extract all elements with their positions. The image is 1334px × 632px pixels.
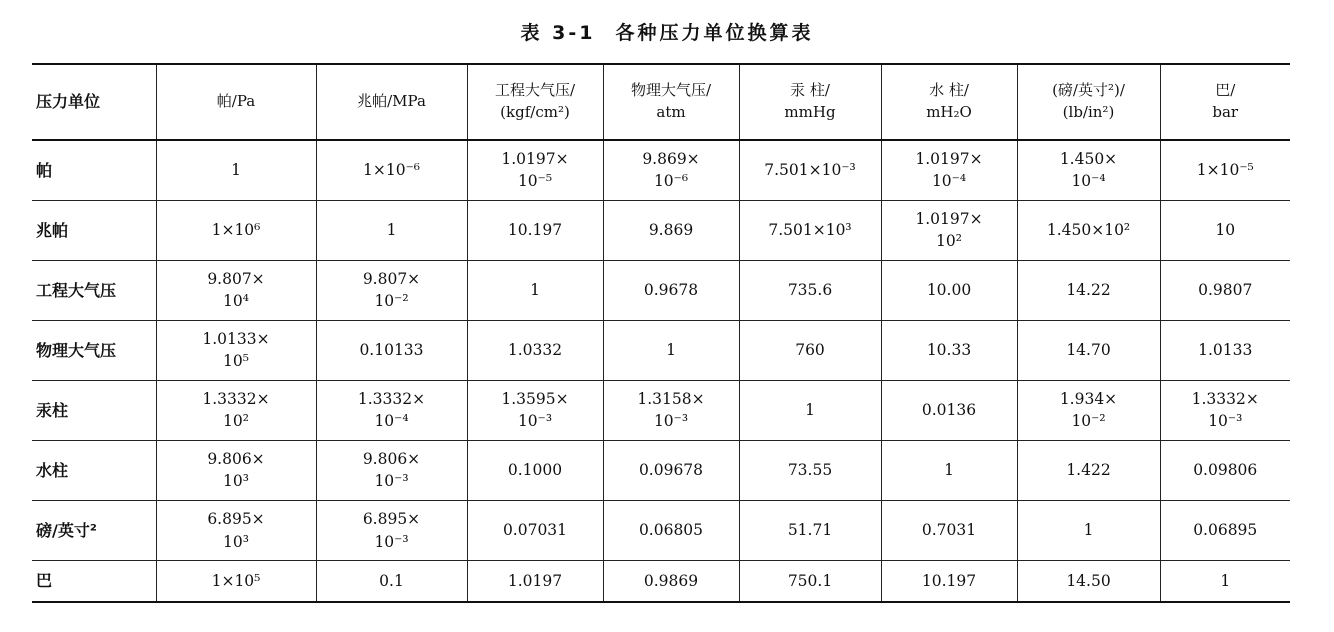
table-title [0, 18, 1334, 45]
table-cell: 1.3158× 10⁻³ [603, 380, 739, 440]
header-cell: 工程大气压/ (kgf/cm²) [467, 64, 603, 140]
row-unit-label: 水柱 [32, 440, 156, 500]
header-cell: 物理大气压/ atm [603, 64, 739, 140]
table-cell: 1.0133× 10⁵ [156, 320, 316, 380]
table-cell: 0.10133 [316, 320, 467, 380]
table-cell: 1 [881, 440, 1017, 500]
header-cell: 压力单位 [32, 64, 156, 140]
header-cell: 帕/Pa [156, 64, 316, 140]
table-cell: 0.06895 [1160, 500, 1290, 560]
table-cell: 7.501×10⁻³ [739, 140, 881, 200]
table-cell: 10.00 [881, 260, 1017, 320]
table-cell: 6.895× 10³ [156, 500, 316, 560]
row-unit-label: 巴 [32, 561, 156, 602]
table-cell: 1.3595× 10⁻³ [467, 380, 603, 440]
table-cell: 1.450×10² [1017, 200, 1160, 260]
table-cell: 1×10⁶ [156, 200, 316, 260]
table-cell: 1.0197 [467, 561, 603, 602]
table-cell: 10.197 [467, 200, 603, 260]
pressure-conversion-table [32, 63, 1290, 603]
table-cell: 10.33 [881, 320, 1017, 380]
table-cell: 1 [603, 320, 739, 380]
table-cell: 10 [1160, 200, 1290, 260]
table-cell: 0.7031 [881, 500, 1017, 560]
table-cell: 0.9807 [1160, 260, 1290, 320]
table-cell: 1.934× 10⁻² [1017, 380, 1160, 440]
table-cell: 1.422 [1017, 440, 1160, 500]
table-cell: 1.450× 10⁻⁴ [1017, 140, 1160, 200]
table-row [32, 440, 1290, 500]
table-cell: 1.3332× 10⁻³ [1160, 380, 1290, 440]
row-unit-label: 汞柱 [32, 380, 156, 440]
table-cell: 9.869 [603, 200, 739, 260]
table-cell: 7.501×10³ [739, 200, 881, 260]
header-cell: 水 柱/ mH₂O [881, 64, 1017, 140]
table-cell: 1 [316, 200, 467, 260]
table-cell: 14.70 [1017, 320, 1160, 380]
row-unit-label: 兆帕 [32, 200, 156, 260]
table-cell: 1 [739, 380, 881, 440]
table-row [32, 380, 1290, 440]
table-cell: 0.1 [316, 561, 467, 602]
table-cell: 0.09806 [1160, 440, 1290, 500]
table-cell: 9.869× 10⁻⁶ [603, 140, 739, 200]
table-cell: 0.9678 [603, 260, 739, 320]
table-cell: 760 [739, 320, 881, 380]
table-cell: 6.895× 10⁻³ [316, 500, 467, 560]
table-row [32, 561, 1290, 602]
header-cell: 巴/ bar [1160, 64, 1290, 140]
table-cell: 10.197 [881, 561, 1017, 602]
table-row [32, 260, 1290, 320]
table-cell: 1.0133 [1160, 320, 1290, 380]
table-cell: 9.806× 10³ [156, 440, 316, 500]
table-cell: 1 [467, 260, 603, 320]
table-row [32, 140, 1290, 200]
table-cell: 1×10⁻⁵ [1160, 140, 1290, 200]
table-cell: 1 [1017, 500, 1160, 560]
table-cell: 51.71 [739, 500, 881, 560]
table-cell: 0.06805 [603, 500, 739, 560]
table-row [32, 320, 1290, 380]
header-cell: 汞 柱/ mmHg [739, 64, 881, 140]
table-cell: 9.807× 10⁴ [156, 260, 316, 320]
table-cell: 1.0197× 10² [881, 200, 1017, 260]
table-cell: 1 [1160, 561, 1290, 602]
table-cell: 1.0197× 10⁻⁵ [467, 140, 603, 200]
table-cell: 0.1000 [467, 440, 603, 500]
table-number: 表 3-1 [520, 22, 596, 44]
table-cell: 1×10⁻⁶ [316, 140, 467, 200]
table-cell: 0.07031 [467, 500, 603, 560]
table-cell: 1×10⁵ [156, 561, 316, 602]
table-cell: 0.09678 [603, 440, 739, 500]
header-row [32, 64, 1290, 140]
table-row [32, 200, 1290, 260]
row-unit-label: 帕 [32, 140, 156, 200]
table-cell: 1.3332× 10² [156, 380, 316, 440]
table-cell: 1.3332× 10⁻⁴ [316, 380, 467, 440]
header-cell: 兆帕/MPa [316, 64, 467, 140]
table-cell: 14.50 [1017, 561, 1160, 602]
table-cell: 9.807× 10⁻² [316, 260, 467, 320]
table-row [32, 500, 1290, 560]
table-cell: 0.0136 [881, 380, 1017, 440]
table-cell: 750.1 [739, 561, 881, 602]
table-cell: 1.0197× 10⁻⁴ [881, 140, 1017, 200]
table-caption: 各种压力单位换算表 [615, 22, 814, 44]
table-cell: 1.0332 [467, 320, 603, 380]
table-cell: 9.806× 10⁻³ [316, 440, 467, 500]
table-cell: 1 [156, 140, 316, 200]
table-cell: 735.6 [739, 260, 881, 320]
table-cell: 73.55 [739, 440, 881, 500]
row-unit-label: 磅/英寸² [32, 500, 156, 560]
row-unit-label: 工程大气压 [32, 260, 156, 320]
table-cell: 0.9869 [603, 561, 739, 602]
row-unit-label: 物理大气压 [32, 320, 156, 380]
table-cell: 14.22 [1017, 260, 1160, 320]
header-cell: (磅/英寸²)/ (lb/in²) [1017, 64, 1160, 140]
